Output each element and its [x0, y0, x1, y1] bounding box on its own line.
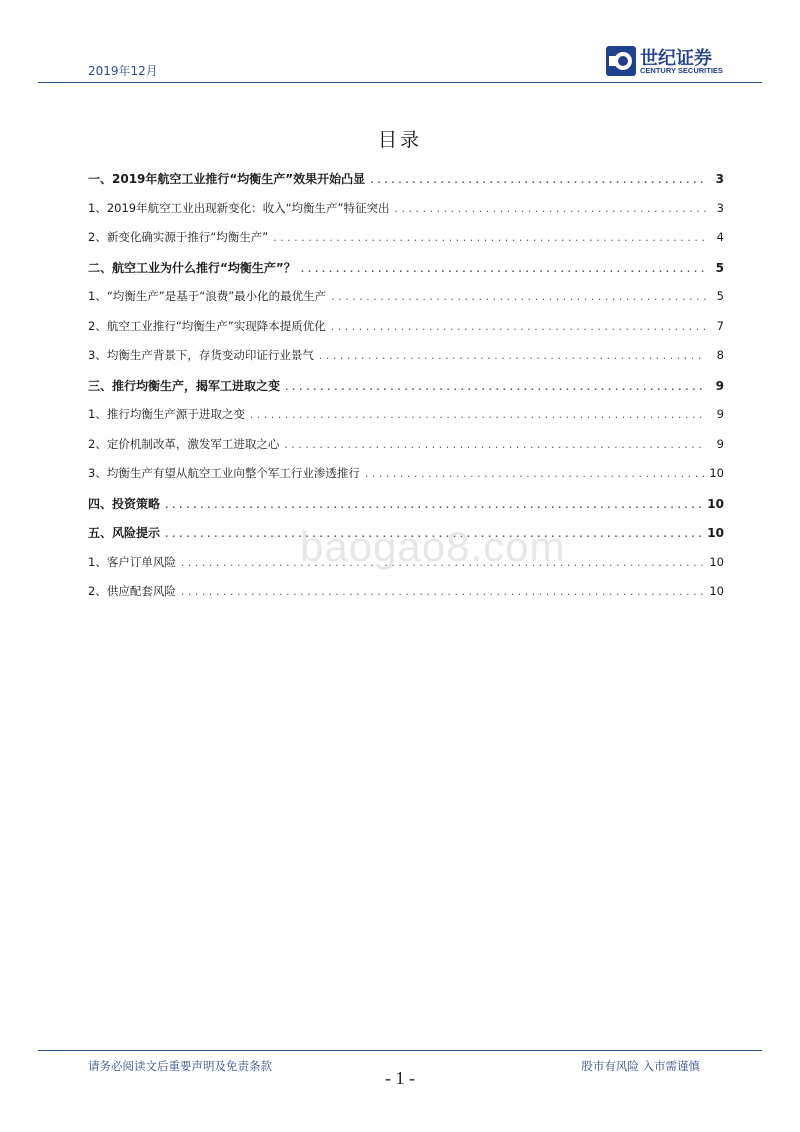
toc-entry-page: 3 — [715, 172, 724, 186]
toc-leader-dots — [283, 441, 706, 451]
logo-english-name: CENTURY SECURITIES — [640, 66, 723, 75]
toc-entry-page: 10 — [709, 466, 724, 480]
toc-entry-page: 5 — [715, 260, 724, 275]
footer-disclaimer: 请务必阅读文后重要声明及免责条款 — [88, 1059, 272, 1073]
toc-entry-text: 三、推行均衡生产，揭军工进取之变 — [88, 378, 281, 393]
toc-entry[interactable] — [88, 406, 724, 436]
toc-leader-dots — [330, 293, 706, 303]
company-logo — [606, 44, 746, 80]
toc-entry-page: 10 — [707, 496, 724, 511]
toc-entry-text: 1、2019年航空工业出现新变化：收入“均衡生产”特征突出 — [88, 200, 390, 215]
toc-leader-dots — [180, 559, 706, 569]
toc-leader-dots — [394, 205, 707, 215]
toc-entry[interactable] — [88, 436, 724, 466]
toc-entry[interactable] — [88, 495, 724, 525]
toc-entry-text: 2、定价机制改革，激发军工进取之心 — [88, 436, 280, 451]
toc-entry-text: 一、2019年航空工业推行“均衡生产”效果开始凸显 — [88, 172, 366, 186]
toc-leader-dots — [364, 470, 706, 480]
toc-entry-text: 二、航空工业为什么推行“均衡生产”？ — [88, 260, 296, 275]
watermark: baogao8.com — [300, 523, 566, 570]
toc-entry-page: 10 — [709, 554, 724, 569]
toc-entry-text: 2、新变化确实源于推行“均衡生产” — [88, 230, 269, 244]
toc-entry-page: 4 — [716, 230, 724, 244]
header-date: 2019年12月 — [88, 64, 158, 78]
toc-entry-page: 9 — [715, 378, 724, 393]
toc-entry-page: 8 — [716, 348, 724, 362]
toc-entry-text: 五、风险提示 — [88, 526, 161, 540]
toc-leader-dots — [180, 588, 706, 598]
toc-leader-dots — [272, 234, 706, 244]
toc-entry-text: 1、客户订单风险 — [88, 554, 176, 569]
toc-entry[interactable] — [88, 465, 724, 495]
footer-risk-notice: 股市有风险 入市需谨慎 — [581, 1059, 700, 1073]
toc-leader-dots — [318, 352, 706, 362]
table-of-contents — [88, 170, 724, 613]
toc-entry-text: 3、均衡生产有望从航空工业向整个军工行业渗透推行 — [88, 466, 360, 480]
toc-entry-text: 3、均衡生产背景下，存货变动印证行业景气 — [88, 348, 314, 362]
toc-leader-dots — [330, 323, 706, 333]
toc-entry[interactable] — [88, 377, 724, 407]
toc-entry-page: 9 — [716, 436, 724, 451]
toc-entry-text: 2、供应配套风险 — [88, 584, 176, 598]
toc-entry-text: 2、航空工业推行“均衡生产”实现降本提质优化 — [88, 318, 326, 333]
toc-entry-page: 5 — [716, 289, 724, 303]
toc-leader-dots — [164, 501, 703, 511]
toc-entry[interactable] — [88, 583, 724, 613]
toc-entry-text: 四、投资策略 — [88, 496, 161, 511]
toc-entry-page: 10 — [709, 584, 724, 598]
toc-entry[interactable] — [88, 200, 724, 230]
century-securities-logo-icon — [606, 46, 636, 76]
logo-chinese-name: 世纪证券 — [640, 48, 712, 69]
toc-entry[interactable] — [88, 347, 724, 377]
toc-entry-text: 1、“均衡生产”是基于“浪费”最小化的最优生产 — [88, 289, 327, 303]
toc-entry[interactable] — [88, 524, 724, 554]
toc-title: 目录 — [377, 129, 422, 151]
toc-entry-page: 9 — [716, 407, 724, 421]
toc-entry[interactable] — [88, 229, 724, 259]
page-number: - 1 - — [385, 1068, 415, 1088]
toc-entry-page: 7 — [716, 318, 724, 333]
toc-leader-dots — [300, 265, 706, 275]
toc-entry-page: 3 — [716, 200, 724, 215]
toc-leader-dots — [284, 383, 706, 393]
toc-entry-text: 1、推行均衡生产源于进取之变 — [88, 407, 245, 421]
toc-leader-dots — [369, 176, 706, 186]
toc-entry[interactable] — [88, 288, 724, 318]
toc-entry[interactable] — [88, 170, 724, 200]
header-divider — [38, 82, 762, 83]
toc-leader-dots — [164, 530, 703, 540]
footer-divider — [38, 1050, 762, 1051]
toc-leader-dots — [249, 411, 706, 421]
toc-entry[interactable] — [88, 554, 724, 584]
toc-entry[interactable] — [88, 259, 724, 289]
toc-entry-page: 10 — [707, 526, 724, 540]
toc-entry[interactable] — [88, 318, 724, 348]
